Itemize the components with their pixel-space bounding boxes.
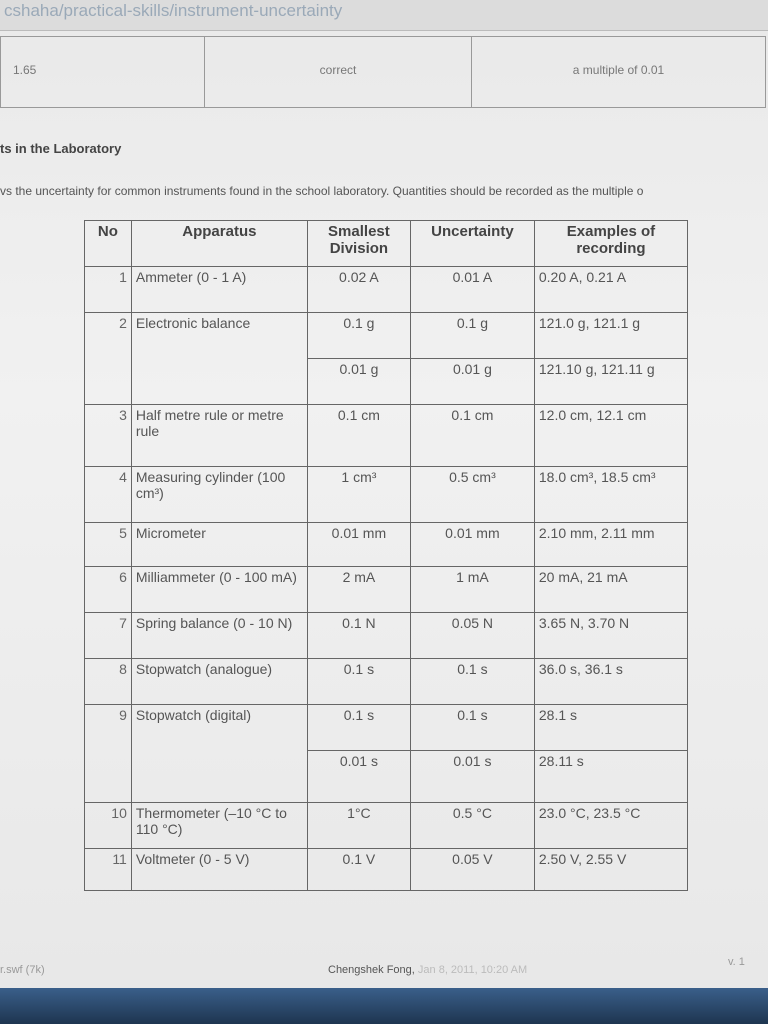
header-examples: Examples of recording [534,221,687,267]
table-row [85,313,688,359]
table-row [85,467,688,523]
row-example: 121.0 g, 121.1 g [534,313,687,359]
row-no: 4 [85,467,132,523]
row-smallest: 0.01 s [307,751,410,803]
prev-cell-note: a multiple of 0.01 [472,37,766,108]
row-smallest: 0.1 N [307,613,410,659]
row-uncertainty: 0.05 N [410,613,534,659]
row-no: 9 [85,705,132,803]
row-example: 0.20 A, 0.21 A [534,267,687,313]
row-smallest: 1 cm³ [307,467,410,523]
row-no: 1 [85,267,132,313]
author-name[interactable]: Chengshek Fong, [328,964,415,976]
table-row [85,659,688,705]
row-example: 3.65 N, 3.70 N [534,613,687,659]
row-smallest: 0.1 V [307,849,410,891]
row-uncertainty: 0.1 g [410,313,534,359]
url-bar[interactable]: cshaha/practical-skills/instrument-uncertainty [0,0,768,31]
uncertainty-table [84,220,688,891]
attachment-author [328,964,527,976]
row-apparatus: Ammeter (0 - 1 A) [131,267,307,313]
row-smallest: 0.02 A [307,267,410,313]
prev-cell-value: 1.65 [1,37,205,108]
row-example: 2.10 mm, 2.11 mm [534,523,687,567]
header-no: No [85,221,132,267]
attachment-date: Jan 8, 2011, 10:20 AM [417,964,528,976]
row-example: 121.10 g, 121.11 g [534,359,687,405]
prev-cell-status: correct [205,37,472,108]
row-apparatus: Micrometer [131,523,307,567]
row-uncertainty: 0.5 °C [410,803,534,849]
row-uncertainty: 1 mA [410,567,534,613]
row-no: 3 [85,405,132,467]
table-row [85,613,688,659]
row-uncertainty: 0.01 A [410,267,534,313]
table-row [85,567,688,613]
row-example: 28.1 s [534,705,687,751]
row-uncertainty: 0.01 s [410,751,534,803]
row-no: 11 [85,849,132,891]
row-uncertainty: 0.1 s [410,659,534,705]
attachment-version[interactable]: v. 1 [728,956,745,968]
row-no: 5 [85,523,132,567]
taskbar [0,988,768,1024]
row-no: 6 [85,567,132,613]
table-row [85,267,688,313]
row-uncertainty: 0.01 g [410,359,534,405]
intro-text: vs the uncertainty for common instruments found in the school laboratory. Quantities should be recorded as the multiple o [0,184,644,198]
table-row [85,523,688,567]
row-smallest: 0.01 g [307,359,410,405]
header-apparatus: Apparatus [131,221,307,267]
row-example: 18.0 cm³, 18.5 cm³ [534,467,687,523]
row-apparatus: Stopwatch (analogue) [131,659,307,705]
row-uncertainty: 0.1 s [410,705,534,751]
table-row [85,849,688,891]
header-smallest-division: Smallest Division [307,221,410,267]
row-apparatus: Thermometer (–10 °C to 110 °C) [131,803,307,849]
row-example: 2.50 V, 2.55 V [534,849,687,891]
row-example: 23.0 °C, 23.5 °C [534,803,687,849]
row-apparatus: Measuring cylinder (100 cm³) [131,467,307,523]
row-smallest: 0.1 s [307,659,410,705]
row-smallest: 0.1 g [307,313,410,359]
row-no: 7 [85,613,132,659]
attachment-file-link[interactable]: r.swf (7k) [0,964,45,976]
row-apparatus: Half metre rule or metre rule [131,405,307,467]
row-uncertainty: 0.5 cm³ [410,467,534,523]
row-uncertainty: 0.1 cm [410,405,534,467]
row-apparatus: Voltmeter (0 - 5 V) [131,849,307,891]
row-example: 20 mA, 21 mA [534,567,687,613]
row-smallest: 0.1 cm [307,405,410,467]
section-title: ts in the Laboratory [0,141,122,156]
table-row [85,803,688,849]
row-no: 2 [85,313,132,405]
row-smallest: 0.01 mm [307,523,410,567]
row-no: 10 [85,803,132,849]
row-apparatus: Spring balance (0 - 10 N) [131,613,307,659]
header-uncertainty: Uncertainty [410,221,534,267]
row-smallest: 1°C [307,803,410,849]
previous-table [0,36,766,108]
table-row [85,705,688,751]
row-smallest: 2 mA [307,567,410,613]
row-example: 12.0 cm, 12.1 cm [534,405,687,467]
row-no: 8 [85,659,132,705]
row-example: 28.11 s [534,751,687,803]
row-example: 36.0 s, 36.1 s [534,659,687,705]
table-row [85,405,688,467]
row-apparatus: Electronic balance [131,313,307,405]
table-header-row [85,221,688,267]
row-uncertainty: 0.01 mm [410,523,534,567]
row-apparatus: Milliammeter (0 - 100 mA) [131,567,307,613]
row-smallest: 0.1 s [307,705,410,751]
row-uncertainty: 0.05 V [410,849,534,891]
row-apparatus: Stopwatch (digital) [131,705,307,803]
